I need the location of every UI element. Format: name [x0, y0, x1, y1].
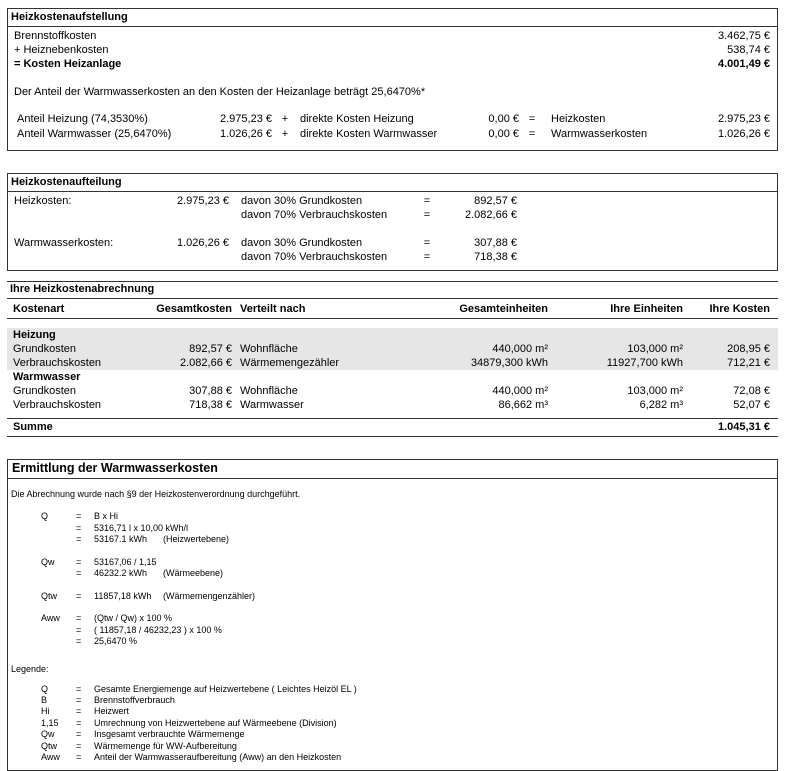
- legend-symbol: Qw: [41, 729, 55, 740]
- equals-sign: =: [76, 590, 82, 601]
- legend-symbol: Qtw: [41, 740, 58, 751]
- header-verteilt-nach: Verteilt nach: [240, 303, 306, 315]
- formula-block-aww: [8, 613, 777, 648]
- summary-row: [7, 418, 778, 437]
- legend-symbol: Aww: [41, 751, 60, 762]
- plus-sign: +: [281, 113, 289, 125]
- formula-line: [8, 523, 777, 535]
- formula-symbol: Q: [41, 511, 49, 521]
- equals-sign: =: [76, 694, 82, 705]
- legend-item: [8, 706, 777, 717]
- ermittlung-warmwasserkosten-box: [7, 459, 778, 771]
- cell-gesamtkosten: 307,88 €: [189, 385, 232, 397]
- cost-value: 3.462,75 €: [718, 30, 770, 42]
- split-label: Anteil Heizung (74,3530%): [17, 113, 148, 125]
- formula-block-qw: [8, 557, 777, 580]
- aufteilung-desc: davon 70% Verbrauchskosten: [241, 251, 388, 263]
- equals-sign: =: [76, 624, 82, 635]
- spacer: [14, 222, 517, 236]
- formula-line: [8, 636, 777, 648]
- legend-item: [8, 718, 777, 729]
- formula-expression: 46232.2 kWh: [94, 568, 148, 578]
- split-label: Anteil Warmwasser (25,6470%): [17, 127, 172, 140]
- cost-label: + Heiznebenkosten: [14, 44, 109, 56]
- cell-verteilt-nach: Wärmemengezähler: [240, 357, 340, 369]
- result-amount: 1.026,26 €: [718, 127, 770, 140]
- equals-sign: =: [528, 113, 536, 125]
- warmwasser-share-note: Der Anteil der Warmwasserkosten an den Kosten der Heizanlage beträgt 25,6470%*: [14, 86, 426, 98]
- cell-ihre-kosten: 52,07 €: [733, 399, 770, 411]
- formula-note: (Wärmeebene): [163, 568, 224, 578]
- legend-desc: Brennstoffverbrauch: [94, 694, 175, 705]
- table-row: [7, 384, 778, 398]
- aufteilung-grid: [8, 192, 777, 270]
- cell-ihre-kosten: 72,08 €: [733, 385, 770, 397]
- legend-item: [8, 729, 777, 740]
- cell-gesamtkosten: 892,57 €: [189, 343, 232, 355]
- legend-symbol: Hi: [41, 706, 50, 717]
- equals-sign: =: [76, 568, 82, 578]
- aufteilung-amount: 1.026,26 €: [177, 237, 229, 249]
- summary-value: 1.045,31 €: [718, 421, 770, 433]
- equals-sign: =: [423, 195, 431, 207]
- legend-desc: Heizwert: [94, 706, 130, 717]
- aufteilung-desc: davon 30% Grundkosten: [241, 237, 363, 249]
- cell-kostenart: Verbrauchskosten: [13, 399, 102, 411]
- cell-ihre-einheiten: 6,282 m³: [639, 399, 683, 411]
- formula-note: (Wärmemengenzähler): [163, 590, 256, 601]
- cost-label: Brennstoffkosten: [14, 30, 97, 42]
- legend-item: [8, 741, 777, 752]
- legend-desc: Insgesamt verbrauchte Wärmemenge: [94, 729, 245, 740]
- aufteilung-amount: [144, 208, 229, 222]
- table-row: [7, 398, 778, 412]
- cell-ihre-einheiten: 103,000 m²: [627, 385, 683, 397]
- direct-cost-amount: 0,00 €: [488, 127, 519, 140]
- cell-kostenart: Verbrauchskosten: [13, 357, 102, 369]
- table-row: [7, 356, 778, 370]
- aufteilung-desc: davon 30% Grundkosten: [241, 195, 363, 207]
- heizkostenaufstellung-title: Heizkostenaufstellung: [8, 9, 777, 27]
- formula-line: [8, 511, 777, 523]
- formula-line: [8, 613, 777, 625]
- equals-sign: =: [423, 237, 431, 249]
- cost-total-value: 4.001,49 €: [718, 58, 770, 70]
- cell-gesamteinheiten: 86,662 m³: [498, 399, 548, 411]
- cell-gesamteinheiten: 34879,300 kWh: [470, 357, 548, 369]
- aufteilung-label: [14, 250, 144, 264]
- equals-sign: =: [76, 706, 82, 717]
- equals-sign: =: [76, 683, 82, 694]
- legend-desc: Anteil der Warmwasseraufbereitung (Aww) an den Heizkosten: [94, 751, 342, 762]
- cell-gesamtkosten: 2.082,66 €: [180, 357, 232, 369]
- header-ihre-einheiten: Ihre Einheiten: [610, 303, 683, 315]
- legend-symbol: B: [41, 694, 48, 705]
- group-row-warmwasser: [7, 370, 778, 384]
- formula-note: (Heizwertebene): [163, 534, 230, 544]
- formula-expression: ( 11857,18 / 46232,23 ) x 100 %: [94, 624, 222, 635]
- formula-expression: 53167,06 / 1,15: [94, 556, 157, 567]
- ermittlung-title: Ermittlung der Warmwasserkosten: [8, 460, 777, 479]
- legend-item: [8, 684, 777, 695]
- result-label: Warmwasserkosten: [551, 127, 648, 140]
- cost-value: 538,74 €: [727, 44, 770, 56]
- cost-total-row: [8, 57, 777, 71]
- heizkostenabrechnung-table: [7, 281, 778, 437]
- heizkostenaufteilung-title: Heizkostenaufteilung: [8, 174, 777, 192]
- aufteilung-value: 718,38 €: [474, 251, 517, 263]
- plus-sign: +: [281, 127, 289, 140]
- formula-symbol: Aww: [41, 613, 60, 623]
- aufteilung-label: [14, 208, 144, 222]
- cost-row: [8, 43, 777, 57]
- aufteilung-label: Warmwasserkosten:: [14, 237, 114, 249]
- aufteilung-amount: 2.975,23 €: [177, 195, 229, 207]
- result-label: Heizkosten: [551, 113, 606, 125]
- table-header-row: [7, 299, 778, 319]
- formula-block-q: [8, 511, 777, 546]
- equals-sign: =: [423, 251, 431, 263]
- formula-expression: 25,6470 %: [94, 636, 138, 646]
- group-row-heizung: [7, 328, 778, 342]
- cell-verteilt-nach: Wohnfläche: [240, 343, 298, 355]
- aufteilung-amount: [144, 250, 229, 264]
- cell-verteilt-nach: Warmwasser: [240, 399, 304, 411]
- cell-kostenart: Grundkosten: [13, 385, 76, 397]
- aufteilung-value: 892,57 €: [474, 195, 517, 207]
- direct-cost-amount: 0,00 €: [488, 113, 519, 125]
- equals-sign: =: [528, 127, 536, 140]
- equals-sign: =: [76, 717, 82, 728]
- header-gesamtkosten: Gesamtkosten: [156, 303, 232, 315]
- legend-list: [8, 684, 777, 764]
- equals-sign: =: [76, 636, 82, 646]
- cell-ihre-einheiten: 103,000 m²: [627, 343, 683, 355]
- formula-expression: 5316,71 l x 10,00 kWh/l: [94, 522, 189, 533]
- equals-sign: =: [423, 209, 431, 221]
- table-row: [7, 342, 778, 356]
- legend-desc: Umrechnung von Heizwertebene auf Wärmeebene (Division): [94, 717, 337, 728]
- cell-gesamteinheiten: 440,000 m²: [492, 385, 548, 397]
- formula-expression: 11857,18 kWh: [94, 590, 152, 601]
- formula-line: [8, 534, 777, 546]
- heizkostenaufteilung-box: [7, 173, 778, 271]
- formula-line: [8, 591, 777, 603]
- result-amount: 2.975,23 €: [718, 113, 770, 125]
- cell-ihre-einheiten: 11927,700 kWh: [606, 357, 683, 369]
- aufteilung-label: Heizkosten:: [14, 195, 72, 207]
- aufteilung-value: 307,88 €: [474, 237, 517, 249]
- formula-expression: 53167.1 kWh: [94, 534, 148, 544]
- ermittlung-intro: Die Abrechnung wurde nach §9 der Heizkostenverordnung durchgeführt.: [11, 489, 301, 499]
- cost-row: [8, 29, 777, 43]
- header-ihre-kosten: Ihre Kosten: [709, 303, 770, 315]
- cell-gesamteinheiten: 440,000 m²: [492, 343, 548, 355]
- direct-cost-label: direkte Kosten Warmwasser: [300, 127, 438, 140]
- formula-block-qtw: [8, 591, 777, 603]
- equals-sign: =: [76, 751, 82, 762]
- legend-symbol: 1,15: [41, 717, 59, 728]
- formula-line: [8, 557, 777, 569]
- equals-sign: =: [76, 511, 82, 521]
- group-name: Heizung: [13, 329, 56, 341]
- formula-expression: B x Hi: [94, 511, 119, 521]
- legend-item: [8, 752, 777, 763]
- equals-sign: =: [76, 556, 82, 567]
- legend-desc: Wärmemenge für WW-Aufbereitung: [94, 740, 237, 751]
- formula-expression: (Qtw / Qw) x 100 %: [94, 613, 173, 623]
- formula-line: [8, 625, 777, 637]
- formula-symbol: Qw: [41, 556, 55, 567]
- aufteilung-value: 2.082,66 €: [465, 209, 517, 221]
- cell-ihre-kosten: 208,95 €: [727, 343, 770, 355]
- header-gesamteinheiten: Gesamteinheiten: [459, 303, 548, 315]
- cell-gesamtkosten: 718,38 €: [189, 399, 232, 411]
- formula-line: [8, 568, 777, 580]
- cell-verteilt-nach: Wohnfläche: [240, 385, 298, 397]
- header-kostenart: Kostenart: [13, 303, 65, 315]
- summary-label: Summe: [13, 421, 53, 433]
- spacer: [7, 319, 778, 328]
- legend-symbol: Q: [41, 683, 49, 694]
- split-amount: 2.975,23 €: [220, 113, 272, 125]
- split-amount: 1.026,26 €: [220, 127, 272, 140]
- table-title: Ihre Heizkostenabrechnung: [7, 281, 778, 299]
- group-name: Warmwasser: [13, 371, 81, 383]
- legend-desc: Gesamte Energiemenge auf Heizwertebene ( Leichtes Heizöl EL ): [94, 683, 357, 694]
- formula-symbol: Qtw: [41, 590, 58, 601]
- heizkostenaufstellung-box: [7, 8, 778, 151]
- legend-item: [8, 695, 777, 706]
- aufteilung-desc: davon 70% Verbrauchskosten: [241, 209, 388, 221]
- equals-sign: =: [76, 534, 82, 544]
- cost-split-grid: [8, 112, 777, 141]
- equals-sign: =: [76, 740, 82, 751]
- equals-sign: =: [76, 729, 82, 740]
- direct-cost-label: direkte Kosten Heizung: [300, 113, 414, 125]
- equals-sign: =: [76, 522, 82, 533]
- cell-ihre-kosten: 712,21 €: [727, 357, 770, 369]
- legend-title: Legende:: [11, 663, 49, 674]
- cell-kostenart: Grundkosten: [13, 343, 76, 355]
- equals-sign: =: [76, 613, 82, 623]
- cost-total-label: = Kosten Heizanlage: [14, 58, 122, 70]
